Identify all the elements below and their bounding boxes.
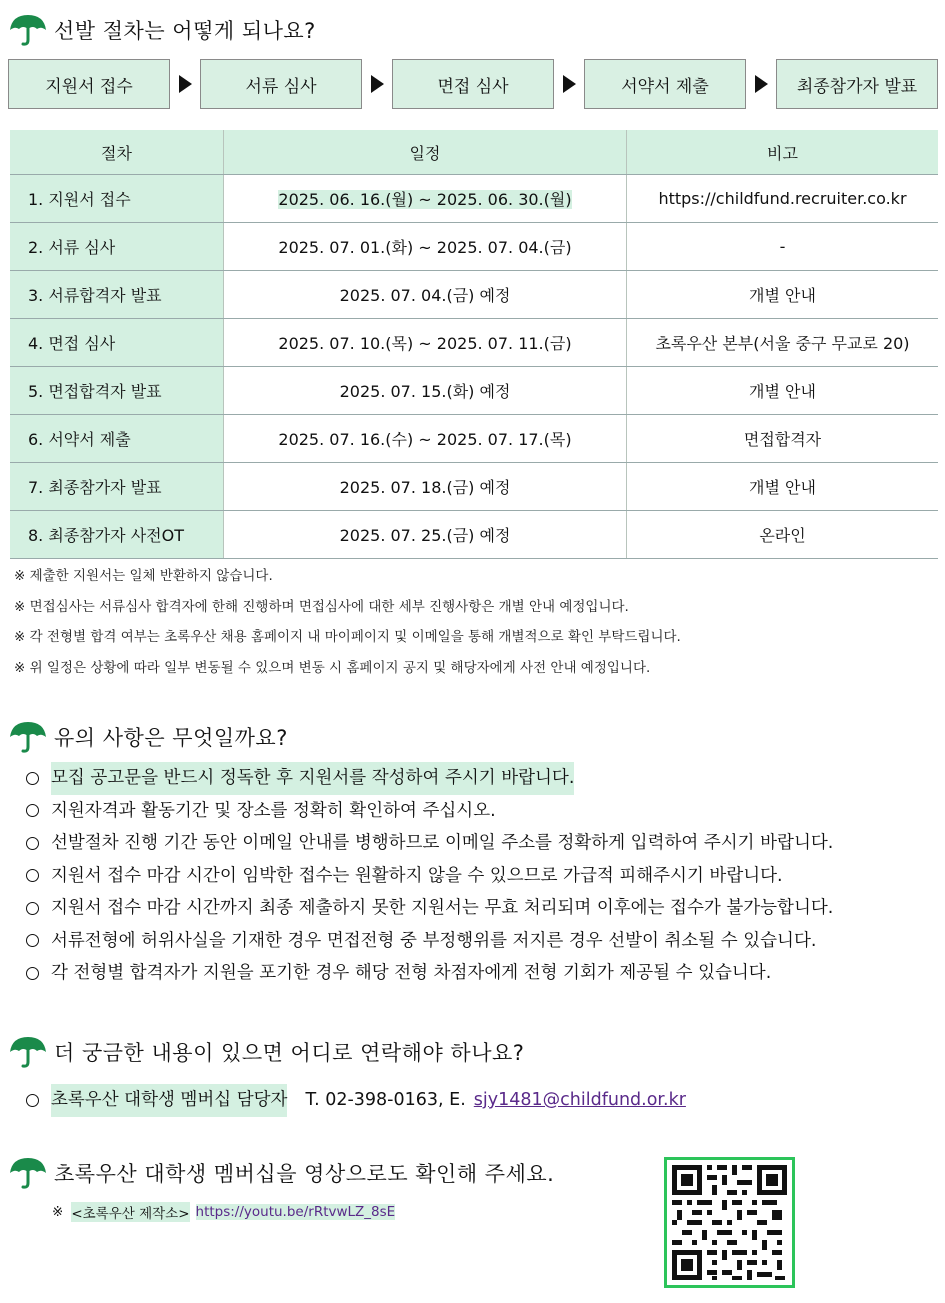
cell-schedule: 2025. 07. 25.(금) 예정 <box>224 511 627 559</box>
circle-bullet-icon <box>26 1094 39 1107</box>
umbrella-logo-icon <box>8 1034 48 1070</box>
table-row <box>10 319 938 367</box>
video-label: <초록우산 제작소> <box>71 1202 189 1222</box>
circle-bullet-icon <box>26 772 39 785</box>
caution-text: 모집 공고문을 반드시 정독한 후 지원서를 작성하여 주시기 바랍니다. <box>51 762 574 795</box>
table-row <box>10 415 938 463</box>
section-title: 선발 절차는 어떻게 되나요? <box>54 19 316 43</box>
flow-step-pledge: 서약서 제출 <box>584 59 746 109</box>
cell-note: 개별 안내 <box>627 463 939 511</box>
note-line: ※ 면접심사는 서류심사 합격자에 한해 진행하며 면접심사에 대한 세부 진행사항은 개별 안내 예정입니다. <box>14 598 629 615</box>
cell-note: 면접합격자 <box>627 415 939 463</box>
circle-bullet-icon <box>26 804 39 817</box>
cell-schedule: 2025. 07. 01.(화) ~ 2025. 07. 04.(금) <box>224 223 627 271</box>
reference-mark: ※ <box>52 1204 64 1220</box>
contact-person: 초록우산 대학생 멤버십 담당자 <box>51 1084 287 1117</box>
circle-bullet-icon <box>26 967 39 980</box>
list-item <box>26 860 833 893</box>
list-item <box>26 795 833 828</box>
cell-schedule: 2025. 07. 10.(목) ~ 2025. 07. 11.(금) <box>224 319 627 367</box>
caution-list <box>26 762 833 990</box>
qr-code-icon[interactable] <box>664 1157 795 1288</box>
list-item <box>26 892 833 925</box>
arrow-right-icon <box>554 75 584 93</box>
highlighted-schedule: 2025. 06. 16.(월) ~ 2025. 06. 30.(월) <box>278 190 572 209</box>
caution-text: 각 전형별 합격자가 지원을 포기한 경우 해당 전형 차점자에게 전형 기회가 제공될 수 있습니다. <box>51 963 772 983</box>
flow-step-final-announce: 최종참가자 발표 <box>776 59 938 109</box>
section-title: 유의 사항은 무엇일까요? <box>54 726 288 750</box>
cell-step: 1. 지원서 접수 <box>10 175 224 223</box>
arrow-right-icon <box>362 75 392 93</box>
section-heading-video <box>8 1153 554 1193</box>
cell-note: 개별 안내 <box>627 271 939 319</box>
caution-text: 서류전형에 허위사실을 기재한 경우 면접전형 중 부정행위를 저지른 경우 선발이 취소될 수 있습니다. <box>51 930 817 951</box>
cell-step: 7. 최종참가자 발표 <box>10 463 224 511</box>
contact-info <box>26 1084 686 1117</box>
cell-schedule: 2025. 07. 04.(금) 예정 <box>224 271 627 319</box>
arrow-right-icon <box>746 75 776 93</box>
list-item <box>26 762 833 795</box>
cell-note: - <box>627 223 939 271</box>
cell-schedule: 2025. 07. 16.(수) ~ 2025. 07. 17.(목) <box>224 415 627 463</box>
list-item <box>26 827 833 860</box>
table-header-row <box>10 130 938 175</box>
cell-step: 3. 서류합격자 발표 <box>10 271 224 319</box>
arrow-right-icon <box>170 75 200 93</box>
note-line: ※ 위 일정은 상황에 따라 일부 변동될 수 있으며 변동 시 홈페이지 공지 및 해당자에게 사전 안내 예정입니다. <box>14 659 651 676</box>
caution-text: 선발절차 진행 기간 동안 이메일 안내를 병행하므로 이메일 주소를 정확하게 입력하여 주시기 바랍니다. <box>51 833 834 853</box>
umbrella-logo-icon <box>8 719 48 755</box>
flow-step-document-review: 서류 심사 <box>200 59 362 109</box>
table-row <box>10 511 938 559</box>
cell-schedule: 2025. 07. 18.(금) 예정 <box>224 463 627 511</box>
header-schedule: 일정 <box>224 130 627 175</box>
table-row <box>10 223 938 271</box>
section-title: 초록우산 대학생 멤버십을 영상으로도 확인해 주세요. <box>54 1162 555 1186</box>
caution-text: 지원서 접수 마감 시간이 임박한 접수는 원활하지 않을 수 있으므로 가급적 피해주시기 바랍니다. <box>51 865 783 886</box>
video-url-link[interactable]: https://youtu.be/rRtvwLZ_8sE <box>195 1204 396 1220</box>
header-step: 절차 <box>10 130 224 175</box>
list-item <box>26 1084 686 1117</box>
circle-bullet-icon <box>26 837 39 850</box>
cell-note-link[interactable]: https://childfund.recruiter.co.kr <box>627 175 939 223</box>
flow-step-interview: 면접 심사 <box>392 59 554 109</box>
circle-bullet-icon <box>26 934 39 947</box>
note-line: ※ 각 전형별 합격 여부는 초록우산 채용 홈페이지 내 마이페이지 및 이메일을 통해 개별적으로 확인 부탁드립니다. <box>14 629 681 645</box>
cell-step: 5. 면접합격자 발표 <box>10 367 224 415</box>
table-row <box>10 271 938 319</box>
cell-note: 온라인 <box>627 511 939 559</box>
umbrella-logo-icon <box>8 1155 48 1191</box>
schedule-notes <box>14 561 681 683</box>
cell-note: 초록우산 본부(서울 중구 무교로 20) <box>627 319 939 367</box>
cell-schedule <box>224 175 627 223</box>
section-heading-contact <box>8 1032 524 1072</box>
contact-email-link[interactable]: sjy1481@childfund.or.kr <box>473 1090 686 1110</box>
list-item <box>26 957 833 990</box>
cell-step: 6. 서약서 제출 <box>10 415 224 463</box>
cell-note: 개별 안내 <box>627 367 939 415</box>
circle-bullet-icon <box>26 902 39 915</box>
circle-bullet-icon <box>26 869 39 882</box>
video-link-row <box>52 1202 395 1222</box>
note-line: ※ 제출한 지원서는 일체 반환하지 않습니다. <box>14 568 273 584</box>
cell-step: 2. 서류 심사 <box>10 223 224 271</box>
table-row <box>10 463 938 511</box>
contact-phone: T. 02-398-0163, E. <box>305 1090 466 1110</box>
section-heading-cautions <box>8 717 288 757</box>
cell-schedule: 2025. 07. 15.(화) 예정 <box>224 367 627 415</box>
caution-text: 지원자격과 활동기간 및 장소를 정확히 확인하여 주십시오. <box>51 800 496 821</box>
section-title: 더 궁금한 내용이 있으면 어디로 연락해야 하나요? <box>54 1041 525 1065</box>
caution-text: 지원서 접수 마감 시간까지 최종 제출하지 못한 지원서는 무효 처리되며 이후에는 접수가 불가능합니다. <box>51 898 834 918</box>
flow-step-apply: 지원서 접수 <box>8 59 170 109</box>
table-row <box>10 367 938 415</box>
table-row <box>10 175 938 223</box>
cell-step: 4. 면접 심사 <box>10 319 224 367</box>
header-note: 비고 <box>627 130 939 175</box>
schedule-table <box>10 130 938 559</box>
list-item <box>26 925 833 958</box>
cell-step: 8. 최종참가자 사전OT <box>10 511 224 559</box>
section-heading-procedure <box>8 10 316 50</box>
umbrella-logo-icon <box>8 12 48 48</box>
process-flow <box>8 58 940 110</box>
